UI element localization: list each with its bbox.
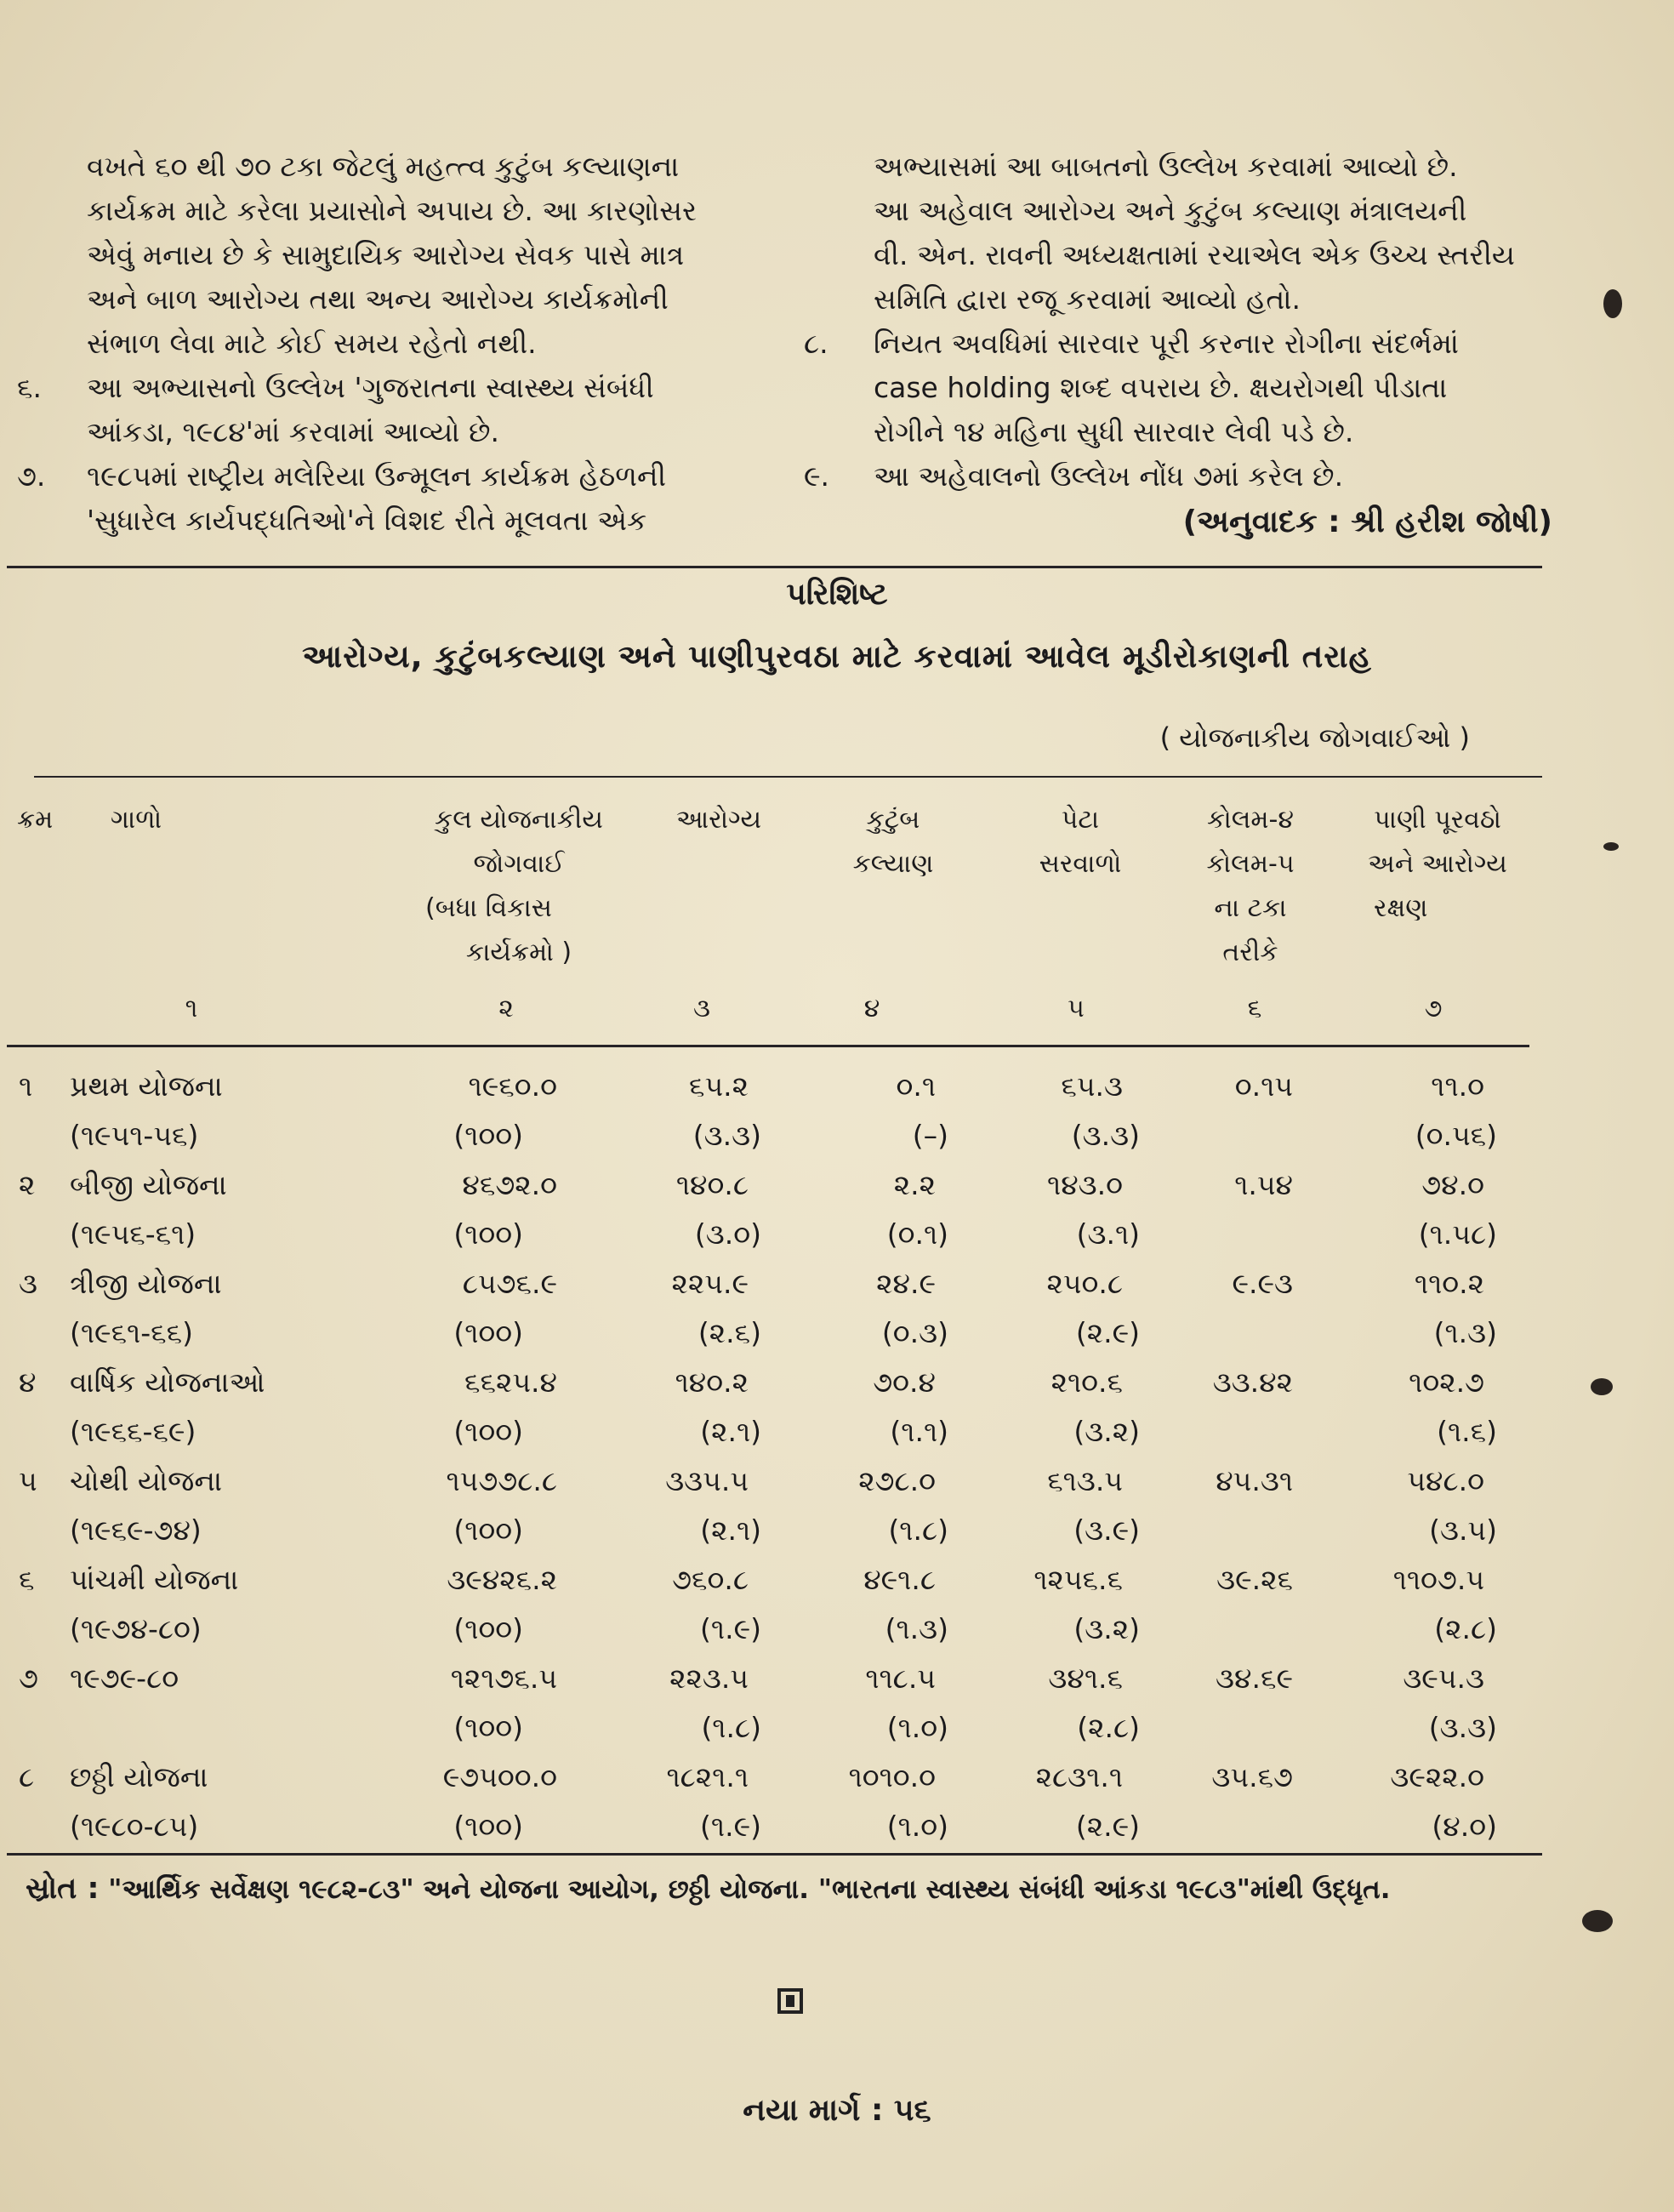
plan-years: (૧૯૬૧-૬૬) bbox=[70, 1316, 193, 1349]
cell-water-share: (૨.૮) bbox=[1434, 1612, 1497, 1645]
cell-fw-share: (૧.૮) bbox=[888, 1514, 948, 1547]
row-serial: ૧ bbox=[19, 1069, 33, 1103]
note-continuation-right bbox=[804, 145, 1552, 322]
cell-health: ૭૬૦.૮ bbox=[672, 1563, 749, 1596]
cell-water-share: (૧.૬) bbox=[1437, 1415, 1497, 1448]
cell-health: ૧૮૨૧.૧ bbox=[666, 1760, 749, 1793]
cell-subtotal-share: (૩.૨) bbox=[1073, 1415, 1140, 1448]
footnote-6 bbox=[17, 366, 766, 454]
cell-water-share: (૩.૩) bbox=[1428, 1711, 1497, 1744]
cell-health: ૧૪૦.૮ bbox=[675, 1168, 749, 1201]
column-header-subtotal: પેટા સરવાળો bbox=[1039, 805, 1122, 879]
cell-water: ૭૪.૦ bbox=[1421, 1168, 1484, 1201]
text-line: વી. એન. રાવની અધ્યક્ષતામાં રચાએલ એક ઉચ્ચ સ્તરીય bbox=[874, 238, 1515, 271]
column-number: ૩ bbox=[693, 994, 710, 1023]
column-header-total-outlay: કુલ યોજનાકીય જોગવાઈ (બધા વિકાસ કાર્યક્રમો ) bbox=[425, 805, 603, 967]
source-label: સ્રોત : bbox=[26, 1872, 100, 1906]
paper-damage-mark bbox=[1582, 1910, 1613, 1932]
text-line: અભ્યાસમાં આ બાબતનો ઉલ્લેખ કરવામાં આવ્યો છે. bbox=[874, 150, 1458, 183]
paper-damage-mark bbox=[1591, 1378, 1613, 1395]
cell-subtotal: ૬૧૩.૫ bbox=[1047, 1464, 1123, 1497]
cell-health-share: (૩.૦) bbox=[694, 1217, 761, 1251]
cell-pct: ૩૩.૪૨ bbox=[1212, 1365, 1293, 1399]
cell-health-share: (૧.૮) bbox=[701, 1711, 761, 1744]
cell-subtotal-share: (૩.૧) bbox=[1076, 1217, 1140, 1251]
cell-health: ૧૪૦.૨ bbox=[675, 1365, 749, 1399]
cell-health: ૬૫.૨ bbox=[688, 1069, 749, 1103]
text-line: આ અહેવાલ આરોગ્ય અને કુટુંબ કલ્યાણ મંત્રાલયની bbox=[874, 194, 1467, 227]
text-line: અને બાળ આરોગ્ય તથા અન્ય આરોગ્ય કાર્યક્રમોની bbox=[87, 282, 669, 316]
cell-fw-share: (૦.૩) bbox=[881, 1316, 948, 1349]
cell-pct: ૪૫.૩૧ bbox=[1216, 1464, 1293, 1497]
cell-health-share: (૩.૩) bbox=[692, 1119, 761, 1152]
table-bottom-rule bbox=[7, 1853, 1542, 1856]
cell-health-share: (૨.૧) bbox=[700, 1514, 761, 1547]
table-row bbox=[0, 1358, 1674, 1456]
column-header-health: આરોગ્ય bbox=[675, 805, 762, 835]
footnote-7 bbox=[17, 454, 766, 543]
note-continuation-left bbox=[17, 145, 766, 366]
text-line: ૧૯૮૫માં રાષ્ટ્રીય મલેરિયા ઉન્મૂલન કાર્યક્રમ હેઠળની bbox=[87, 459, 667, 493]
cell-pct: ૦.૧૫ bbox=[1234, 1069, 1293, 1103]
cell-health-share: (૧.૯) bbox=[700, 1612, 761, 1645]
footnote-9 bbox=[804, 454, 1552, 499]
column-number: ૪ bbox=[863, 994, 880, 1023]
cell-total: ૧૯૬૦.૦ bbox=[468, 1069, 557, 1103]
cell-water-share: (૦.૫૬) bbox=[1415, 1119, 1497, 1152]
table-row bbox=[0, 1259, 1674, 1357]
cell-fw-share: (૧.૦) bbox=[886, 1810, 948, 1843]
cell-subtotal-share: (૨.૯) bbox=[1075, 1316, 1140, 1349]
text-line: આ અભ્યાસનો ઉલ્લેખ 'ગુજરાતના સ્વાસ્થ્ય સંબંધી bbox=[87, 371, 654, 404]
table-row bbox=[0, 1457, 1674, 1554]
column-number: ૨ bbox=[498, 994, 514, 1023]
cell-total-share: (૧૦૦) bbox=[453, 1316, 523, 1349]
plan-years: (૧૯૫૧-૫૬) bbox=[70, 1119, 199, 1152]
cell-fw: ૨૪.૯ bbox=[876, 1267, 936, 1300]
plan-name: ત્રીજી યોજના bbox=[70, 1267, 222, 1300]
cell-total: ૬૬૨૫.૪ bbox=[464, 1365, 557, 1399]
cell-total-share: (૧૦૦) bbox=[453, 1217, 523, 1251]
cell-health-share: (૨.૧) bbox=[700, 1415, 761, 1448]
notes-right-column bbox=[804, 145, 1552, 544]
cell-subtotal-share: (૩.૩) bbox=[1071, 1119, 1140, 1152]
cell-total-share: (૧૦૦) bbox=[453, 1119, 523, 1152]
plan-name: ૧૯૭૯-૮૦ bbox=[70, 1662, 179, 1695]
row-serial: ૮ bbox=[19, 1760, 35, 1793]
cell-fw: ૨.૨ bbox=[893, 1168, 936, 1201]
paper-damage-mark bbox=[1603, 842, 1619, 851]
cell-total-share: (૧૦૦) bbox=[453, 1415, 523, 1448]
cell-water-share: (૩.૫) bbox=[1429, 1514, 1497, 1547]
cell-total-share: (૧૦૦) bbox=[453, 1810, 523, 1843]
cell-subtotal-share: (૩.૨) bbox=[1073, 1612, 1140, 1645]
appendix-subtitle: આરોગ્ય, કુટુંબકલ્યાણ અને પાણીપુરવઠા માટે કરવામાં આવેલ મૂડીરોકાણની તરાહ bbox=[302, 638, 1372, 675]
table-top-rule bbox=[34, 776, 1542, 778]
cell-health-share: (૨.૬) bbox=[698, 1316, 761, 1349]
cell-fw: ૭૦.૪ bbox=[873, 1365, 936, 1399]
row-serial: ૬ bbox=[19, 1563, 35, 1596]
cell-water-share: (૪.૦) bbox=[1432, 1810, 1497, 1843]
column-number: ૬ bbox=[1247, 994, 1262, 1023]
table-row bbox=[0, 1160, 1674, 1258]
plan-name: ચોથી યોજના bbox=[70, 1464, 223, 1497]
cell-total: ૯૭૫૦૦.૦ bbox=[442, 1760, 557, 1793]
footnote-number: ૮. bbox=[804, 327, 828, 360]
footnote-number: ૯. bbox=[804, 459, 830, 493]
cell-water: ૫૪૮.૦ bbox=[1407, 1464, 1484, 1497]
text-line: નિયત અવધિમાં સારવાર પૂરી કરનાર રોગીના સંદર્ભમાં bbox=[874, 327, 1459, 360]
cell-water: ૧૧.૦ bbox=[1431, 1069, 1484, 1103]
plan-name: બીજી યોજના bbox=[70, 1168, 227, 1201]
text-line: આ અહેવાલનો ઉલ્લેખ નોંધ ૭માં કરેલ છે. bbox=[874, 459, 1344, 493]
cell-water: ૧૧૦.૨ bbox=[1414, 1267, 1484, 1300]
plan-name: વાર્ષિક યોજનાઓ bbox=[70, 1365, 265, 1399]
table-header-rule bbox=[7, 1045, 1529, 1047]
plan-name: છઠ્ઠી યોજના bbox=[70, 1760, 208, 1793]
cell-subtotal: ૨૮૩૧.૧ bbox=[1035, 1760, 1123, 1793]
text-line: કાર્યક્રમ માટે કરેલા પ્રયાસોને અપાય છે. આ કારણોસર bbox=[87, 194, 698, 227]
cell-subtotal-share: (૨.૮) bbox=[1077, 1711, 1140, 1744]
column-header-family-welfare: કુટુંબ કલ્યાણ bbox=[852, 805, 934, 879]
plan-years: (૧૯૬૯-૭૪) bbox=[70, 1514, 202, 1547]
cell-subtotal-share: (૨.૯) bbox=[1075, 1810, 1140, 1843]
cell-water-share: (૧.૫૮) bbox=[1418, 1217, 1497, 1251]
cell-pct: ૩૯.૨૬ bbox=[1216, 1563, 1293, 1596]
end-mark-icon bbox=[777, 1988, 803, 2014]
cell-pct: ૩૪.૬૯ bbox=[1216, 1662, 1293, 1695]
cell-fw: ૨૭૮.૦ bbox=[858, 1464, 936, 1497]
cell-health: ૨૨૩.૫ bbox=[669, 1662, 749, 1695]
cell-fw-share: (૧.૦) bbox=[886, 1711, 948, 1744]
column-number: ૫ bbox=[1068, 994, 1085, 1023]
cell-health-share: (૧.૯) bbox=[700, 1810, 761, 1843]
plan-years: (૧૯૬૬-૬૯) bbox=[70, 1415, 196, 1448]
row-serial: ૭ bbox=[19, 1662, 38, 1695]
text-line: સંભાળ લેવા માટે કોઈ સમય રહેતો નથી. bbox=[87, 327, 537, 360]
cell-pct: ૧.૫૪ bbox=[1234, 1168, 1293, 1201]
table-row bbox=[0, 1753, 1674, 1850]
table-row bbox=[0, 1555, 1674, 1653]
table-row bbox=[0, 1062, 1674, 1160]
cell-total: ૧૫૭૭૮.૮ bbox=[446, 1464, 557, 1497]
cell-water: ૧૦૨.૭ bbox=[1409, 1365, 1484, 1399]
cell-total-share: (૧૦૦) bbox=[453, 1711, 523, 1744]
column-header-water-supply: પાણી પૂરવઠો અને આરોગ્ય રક્ષણ bbox=[1368, 805, 1507, 923]
cell-subtotal: ૨૫૦.૮ bbox=[1046, 1267, 1123, 1300]
footnote-number: ૬. bbox=[17, 371, 42, 404]
cell-water: ૧૧૦૭.૫ bbox=[1392, 1563, 1484, 1596]
cell-subtotal: ૧૨૫૬.૬ bbox=[1033, 1563, 1123, 1596]
table-header bbox=[0, 798, 1674, 1023]
row-serial: ૩ bbox=[19, 1267, 37, 1300]
row-serial: ૫ bbox=[19, 1464, 37, 1497]
text-line: આંકડા, ૧૯૮૪'માં કરવામાં આવ્યો છે. bbox=[87, 415, 500, 448]
plan-years: (૧૯૫૬-૬૧) bbox=[70, 1217, 196, 1251]
cell-health: ૩૩૫.૫ bbox=[665, 1464, 749, 1497]
text-line: 'સુધારેલ કાર્યપદ્ધતિઓ'ને વિશદ રીતે મૂલવતા એક bbox=[87, 504, 647, 537]
cell-total: ૪૬૭૨.૦ bbox=[462, 1168, 557, 1201]
row-serial: ૪ bbox=[19, 1365, 37, 1399]
text-line: સમિતિ દ્વારા રજૂ કરવામાં આવ્યો હતો. bbox=[874, 282, 1301, 316]
text-line: રોગીને ૧૪ મહિના સુધી સારવાર લેવી પડે છે. bbox=[874, 415, 1354, 448]
cell-fw: ૧૦૧૦.૦ bbox=[848, 1760, 936, 1793]
plan-name: પ્રથમ યોજના bbox=[70, 1069, 223, 1103]
cell-subtotal-share: (૩.૯) bbox=[1073, 1514, 1140, 1547]
cell-subtotal: ૨૧૦.૬ bbox=[1051, 1365, 1123, 1399]
appendix-title: પરિશિષ્ટ bbox=[786, 577, 888, 612]
cell-fw-share: (૧.૩) bbox=[885, 1612, 948, 1645]
plan-years: (૧૯૭૪-૮૦) bbox=[70, 1612, 202, 1645]
column-header-percentage: કોલમ-૪ કોલમ-૫ ના ટકા તરીકે bbox=[1206, 805, 1295, 967]
cell-total: ૩૯૪૨૬.૨ bbox=[447, 1563, 557, 1596]
cell-total: ૧૨૧૭૬.૫ bbox=[450, 1662, 557, 1695]
cell-fw-share: (૦.૧) bbox=[886, 1217, 948, 1251]
footnote-number: ૭. bbox=[17, 459, 46, 493]
plan-name: પાંચમી યોજના bbox=[70, 1563, 239, 1596]
text-line: case holding શબ્દ વપરાય છે. ક્ષયરોગથી પીડાતા bbox=[874, 371, 1448, 404]
cell-fw: ૧૧૮.૫ bbox=[865, 1662, 936, 1695]
cell-health: ૨૨૫.૯ bbox=[671, 1267, 749, 1300]
notes-left-column bbox=[17, 145, 766, 543]
cell-total-share: (૧૦૦) bbox=[453, 1514, 523, 1547]
cell-fw: ૦.૧ bbox=[896, 1069, 936, 1103]
cell-water: ૩૯૨૨.૦ bbox=[1390, 1760, 1484, 1793]
row-serial: ૨ bbox=[19, 1168, 36, 1201]
section-divider bbox=[7, 566, 1542, 568]
plan-years: (૧૯૮૦-૮૫) bbox=[70, 1810, 199, 1843]
cell-subtotal: ૬૫.૩ bbox=[1061, 1069, 1123, 1103]
paper-damage-mark bbox=[1603, 289, 1622, 318]
cell-subtotal: ૩૪૧.૬ bbox=[1048, 1662, 1123, 1695]
footnote-8 bbox=[804, 322, 1552, 454]
cell-pct: ૩૫.૬૭ bbox=[1211, 1760, 1293, 1793]
cell-total: ૮૫૭૬.૯ bbox=[462, 1267, 557, 1300]
text-line: એવું મનાય છે કે સામુદાયિક આરોગ્ય સેવક પાસે માત્ર bbox=[87, 238, 685, 271]
translator-credit: (અનુવાદક : શ્રી હરીશ જોષી) bbox=[1182, 505, 1552, 539]
cell-fw: ૪૯૧.૮ bbox=[863, 1563, 936, 1596]
cell-pct: ૯.૯૩ bbox=[1232, 1267, 1293, 1300]
cell-fw-share: (૧.૧) bbox=[890, 1415, 948, 1448]
column-header-period: ગાળો bbox=[111, 805, 162, 835]
appendix-unit-note: ( યોજનાકીય જોગવાઈઓ ) bbox=[1159, 721, 1470, 754]
source-note bbox=[26, 1872, 1625, 1906]
cell-total-share: (૧૦૦) bbox=[453, 1612, 523, 1645]
page-folio: નયા માર્ગ : ૫૬ bbox=[743, 2093, 931, 2128]
cell-fw-share: (–) bbox=[912, 1119, 948, 1152]
cell-subtotal: ૧૪૩.૦ bbox=[1047, 1168, 1123, 1201]
table-row bbox=[0, 1654, 1674, 1752]
cell-water: ૩૯૫.૩ bbox=[1403, 1662, 1484, 1695]
column-header-serial: ક્રમ bbox=[17, 805, 54, 835]
column-number: ૧ bbox=[185, 994, 198, 1023]
source-text: "આર્થિક સર્વેક્ષણ ૧૯૮૨-૮૩" અને યોજના આયોગ, છઠ્ઠી યોજના. "ભારતના સ્વાસ્થ્ય સંબંધી આંકડા ૧૯૮૩"માંથી ઉદ્ધૃત. bbox=[108, 1874, 1391, 1905]
text-line: વખતે ૬૦ થી ૭૦ ટકા જેટલું મહત્ત્વ કુટુંબ કલ્યાણના bbox=[87, 150, 680, 183]
cell-water-share: (૧.૩) bbox=[1433, 1316, 1497, 1349]
column-number: ૭ bbox=[1424, 994, 1443, 1023]
